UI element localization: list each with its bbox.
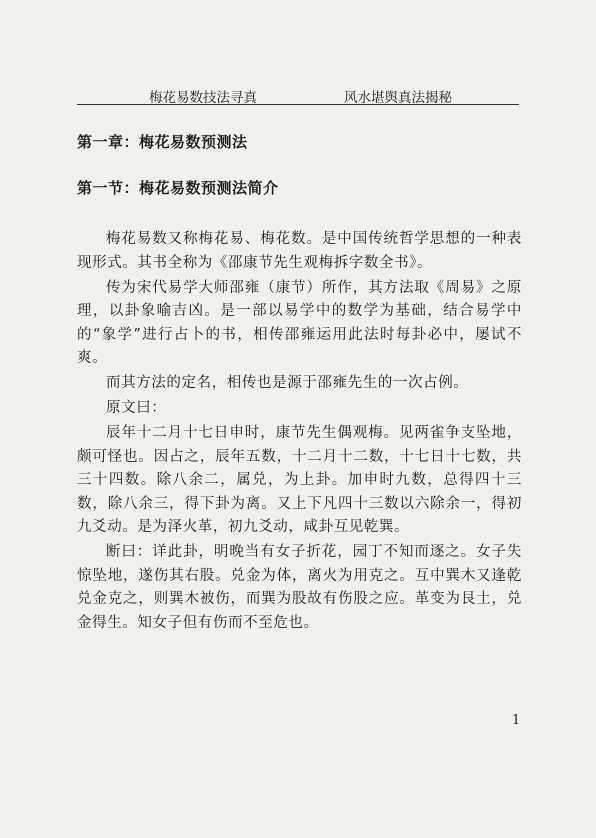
header-left-title: 梅花易数技法寻真	[149, 90, 257, 106]
paragraph: 而其方法的定名，相传也是源于邵雍先生的一次占例。	[106, 375, 469, 391]
running-header	[77, 86, 519, 106]
header-rule	[77, 104, 519, 105]
paragraph: 辰年十二月十七日申时，康节先生偶观梅。见两雀争支坠地，颇可怪也。因占之，辰年五数，十二月十二数，十七日十七数，共三十四数。除八余二，属兑，为上卦。加申时九数，总得四十三数，除八余三，得下卦为离。又上下凡四十三数以六除余一，得初九爻动。是为泽火革，初九爻动，咸卦互见乾巽。	[77, 425, 522, 535]
paragraph: 断曰：详此卦，明晚当有女子折花，园丁不知而逐之。女子失惊坠地，遂伤其右股。兑金为体，离火为用克之。互中巽木又逢乾兑金克之，则巽木被伤，而巽为股故有伤股之应。革变为艮土，兑金得生。知女子但有伤而不至危也。	[77, 544, 522, 631]
header-right-title: 风水堪舆真法揭秘	[344, 90, 452, 106]
body-text	[77, 228, 522, 637]
paragraph: 传为宋代易学大师邵雍（康节）所作，其方法取《周易》之原理，以卦象喻吉凶。是一部以易学中的数学为基础，结合易学中的“象学”进行占卜的书，相传邵雍运用此法时每卦必中，屡试不爽。	[77, 279, 522, 366]
paragraph: 梅花易数又称梅花易、梅花数。是中国传统哲学思想的一种表现形式。其书全称为《邵康节先生观梅拆字数全书》。	[77, 231, 522, 271]
paragraph: 原文曰：	[106, 400, 167, 416]
page-number: 1	[512, 713, 521, 728]
section-title: 第一节：梅花易数预测法简介	[77, 179, 279, 197]
chapter-title: 第一章：梅花易数预测法	[77, 133, 248, 151]
